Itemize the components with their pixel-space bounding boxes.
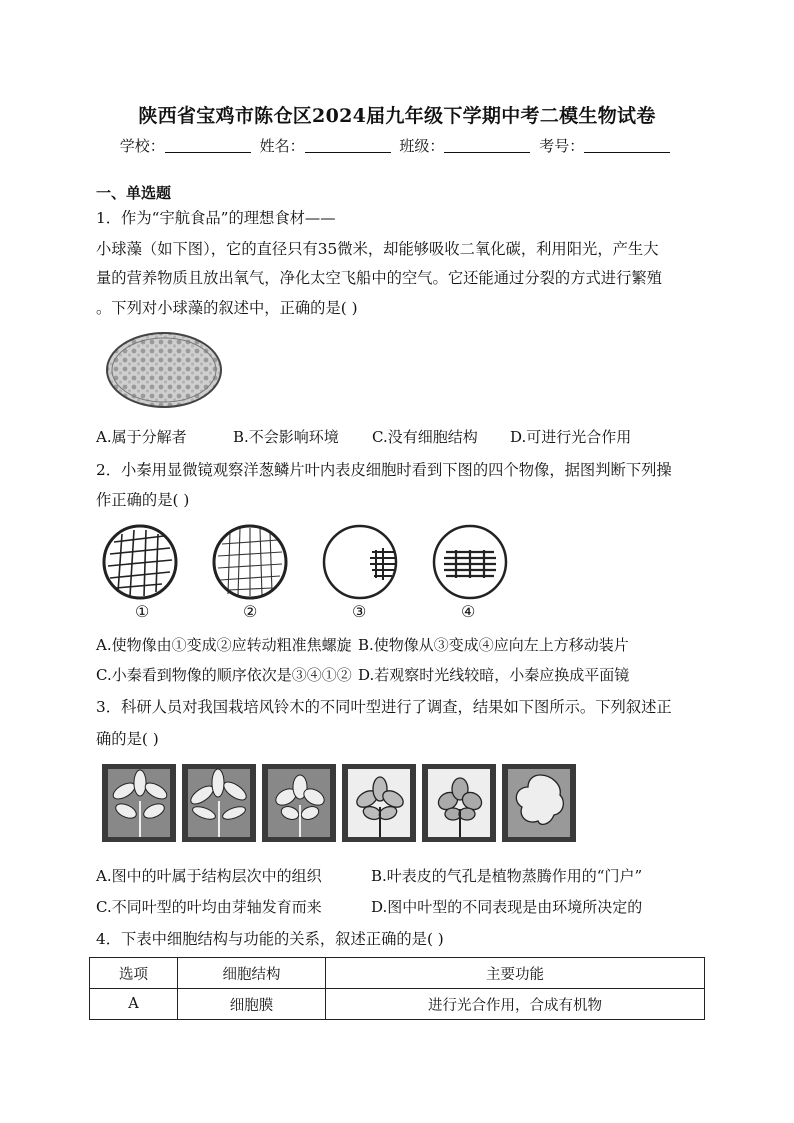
q3-line-2: 确的是( ) xyxy=(96,730,159,748)
school-label: 学校： xyxy=(119,137,165,155)
chlorella-figure xyxy=(104,330,224,410)
id-blank[interactable] xyxy=(584,138,670,153)
leaf-panel-2 xyxy=(182,764,256,842)
q2-option-c[interactable]: C.小秦看到物像的顺序依次是③④①② xyxy=(96,666,352,684)
microscope-view-2 xyxy=(214,526,286,598)
fig-label-1: ① xyxy=(135,602,150,621)
q2-line-2: 作正确的是( ) xyxy=(96,491,190,509)
header-structure: 细胞结构 xyxy=(178,958,326,989)
q3-option-d[interactable]: D.图中叶型的不同表现是由环境所决定的 xyxy=(371,898,643,916)
q1-option-a[interactable]: A.属于分解者 xyxy=(96,428,187,446)
cell-function: 进行光合作用，合成有机物 xyxy=(326,989,705,1020)
class-label: 班级： xyxy=(399,137,445,155)
microscope-view-1 xyxy=(104,526,176,598)
q1-option-d[interactable]: D.可进行光合作用 xyxy=(510,428,632,446)
table-header-row xyxy=(90,958,705,989)
student-info-line xyxy=(0,135,794,156)
q2-option-a[interactable]: A.使物像由①变成②应转动粗准焦螺旋 xyxy=(96,636,352,654)
section-heading: 一、单选题 xyxy=(96,184,172,202)
q1-option-b[interactable]: B.不会影响环境 xyxy=(233,428,339,446)
cell-structure: 细胞膜 xyxy=(178,989,326,1020)
microscope-view-4 xyxy=(434,526,506,598)
name-label: 姓名： xyxy=(259,137,305,155)
header-option: 选项 xyxy=(90,958,178,989)
name-blank[interactable] xyxy=(305,138,391,153)
q2-option-b[interactable]: B.使物像从③变成④应向左上方移动装片 xyxy=(358,636,629,654)
q2-options-row-1 xyxy=(96,634,629,655)
q1-line-2: 小球藻（如下图），它的直径只有35微米，却能够吸收二氧化碳，利用阳光，产生大 xyxy=(96,240,659,258)
id-label: 考号： xyxy=(539,137,585,155)
q1-options xyxy=(96,426,631,447)
microscope-figures xyxy=(100,522,510,602)
q4-table xyxy=(89,957,705,1020)
q4-line-1: 4．下表中细胞结构与功能的关系，叙述正确的是( ) xyxy=(96,930,444,948)
header-function: 主要功能 xyxy=(326,958,705,989)
leaf-panel-3 xyxy=(262,764,336,842)
q3-options-row-2 xyxy=(96,896,642,917)
q1-line-1: 1．作为“宇航食品”的理想食材—— xyxy=(96,209,336,227)
class-blank[interactable] xyxy=(444,138,530,153)
leaf-panel-4 xyxy=(342,764,416,842)
exam-title: 陕西省宝鸡市陈仓区2024届九年级下学期中考二模生物试卷 xyxy=(138,105,656,127)
q3-option-a[interactable]: A.图中的叶属于结构层次中的组织 xyxy=(96,867,322,885)
leaf-types-figure xyxy=(100,761,580,845)
leaf-panel-1 xyxy=(102,764,176,842)
q3-options-row-1 xyxy=(96,865,642,886)
q2-option-d[interactable]: D.若观察时光线较暗，小秦应换成平面镜 xyxy=(358,666,630,684)
q2-line-1: 2．小秦用显微镜观察洋葱鳞片叶内表皮细胞时看到下图的四个物像，据图判断下列操 xyxy=(96,461,672,479)
q3-option-c[interactable]: C.不同叶型的叶均由芽轴发育而来 xyxy=(96,898,322,916)
fig-label-4: ④ xyxy=(461,602,476,621)
microscope-view-3 xyxy=(324,526,396,598)
cell-option: A xyxy=(90,989,178,1020)
leaf-panel-6 xyxy=(502,764,576,842)
q2-options-row-2 xyxy=(96,664,629,685)
q1-line-3: 量的营养物质且放出氧气，净化太空飞船中的空气。它还能通过分裂的方式进行繁殖 xyxy=(96,269,662,287)
table-row xyxy=(90,989,705,1020)
q3-line-1: 3．科研人员对我国栽培风铃木的不同叶型进行了调查，结果如下图所示。下列叙述正 xyxy=(96,698,672,716)
fig-label-3: ③ xyxy=(352,602,367,621)
q1-line-4: 。下列对小球藻的叙述中，正确的是( ) xyxy=(96,299,358,317)
q3-option-b[interactable]: B.叶表皮的气孔是植物蒸腾作用的“门户” xyxy=(371,867,643,885)
leaf-panel-5 xyxy=(422,764,496,842)
fig-label-2: ② xyxy=(243,602,258,621)
school-blank[interactable] xyxy=(165,138,251,153)
q1-option-c[interactable]: C.没有细胞结构 xyxy=(372,428,478,446)
